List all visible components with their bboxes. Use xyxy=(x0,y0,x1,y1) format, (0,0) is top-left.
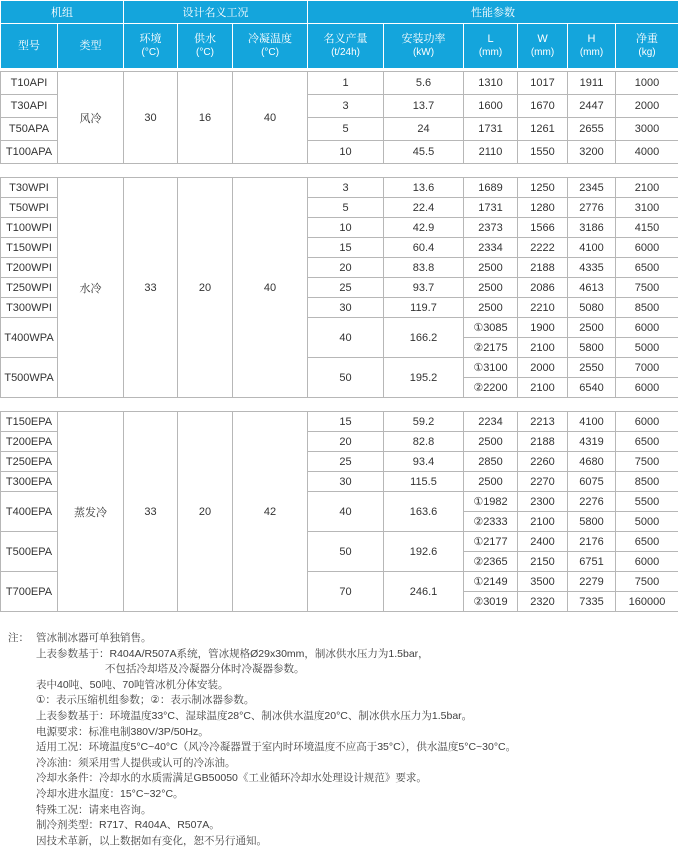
column-unit: (°C) xyxy=(196,47,214,58)
column-label: 名义产量 xyxy=(323,33,368,45)
power-cell: 93.4 xyxy=(384,452,464,472)
capacity-cell: 30 xyxy=(308,298,384,318)
type-cell: 风冷 xyxy=(58,72,124,164)
model-cell: T400WPA xyxy=(1,318,58,358)
length-cell: 1689 xyxy=(464,178,518,198)
width-cell: 2270 xyxy=(518,472,568,492)
power-cell: 93.7 xyxy=(384,278,464,298)
column-unit: (°C) xyxy=(141,47,160,58)
net-weight-cell: 5000 xyxy=(616,338,678,358)
header-group-row xyxy=(1,1,678,24)
model-cell: T50APA xyxy=(1,118,58,141)
power-cell: 115.5 xyxy=(384,472,464,492)
power-cell: 163.6 xyxy=(384,492,464,532)
height-cell: 4680 xyxy=(568,452,616,472)
note-line: 管冰制冰器可单独销售。 xyxy=(36,632,152,644)
capacity-cell: 1 xyxy=(308,72,384,95)
height-cell: 4100 xyxy=(568,412,616,432)
column-header-10 xyxy=(616,24,678,69)
note-line: 表中40吨、50吨、70吨管冰机分体安装。 xyxy=(36,678,229,691)
height-cell: 4319 xyxy=(568,432,616,452)
width-cell: 2188 xyxy=(518,258,568,278)
net-weight-cell: 6500 xyxy=(616,258,678,278)
height-cell: 6540 xyxy=(568,378,616,398)
model-cell: T30API xyxy=(1,95,58,118)
width-cell: 2100 xyxy=(518,338,568,358)
note-line: 制冷剂类型：R717、R404A、R507A。 xyxy=(36,819,220,832)
height-cell: 2776 xyxy=(568,198,616,218)
model-cell: T10API xyxy=(1,72,58,95)
height-cell: 4100 xyxy=(568,238,616,258)
length-cell: 2500 xyxy=(464,258,518,278)
note-line: ①：表示压缩机组参数；②：表示制冰器参数。 xyxy=(36,694,255,707)
width-cell: 2100 xyxy=(518,512,568,532)
note-line: 冷却水条件：冷却水的水质需满足GB50050《工业循环冷却水处理设计规范》要求。 xyxy=(36,772,427,785)
width-cell: 2000 xyxy=(518,358,568,378)
table-row xyxy=(1,72,678,95)
model-cell: T100WPI xyxy=(1,218,58,238)
column-unit: (mm) xyxy=(478,47,503,58)
length-cell: 2500 xyxy=(464,432,518,452)
ambient-cell: 30 xyxy=(124,72,178,164)
net-weight-cell: 160000 xyxy=(616,592,678,612)
length-cell: ②3019 xyxy=(464,592,518,612)
capacity-cell: 10 xyxy=(308,218,384,238)
model-cell: T200WPI xyxy=(1,258,58,278)
capacity-cell: 3 xyxy=(308,178,384,198)
height-cell: 2500 xyxy=(568,318,616,338)
capacity-cell: 15 xyxy=(308,238,384,258)
supply-water-cell: 20 xyxy=(178,178,233,398)
notes-label: 注： xyxy=(8,632,29,644)
column-header-7 xyxy=(464,24,518,69)
spec-block-water-cooled xyxy=(0,177,678,398)
power-cell: 82.8 xyxy=(384,432,464,452)
power-cell: 192.6 xyxy=(384,532,464,572)
capacity-cell: 50 xyxy=(308,532,384,572)
height-cell: 2655 xyxy=(568,118,616,141)
width-cell: 1670 xyxy=(518,95,568,118)
model-cell: T300EPA xyxy=(1,472,58,492)
power-cell: 13.7 xyxy=(384,95,464,118)
height-cell: 4335 xyxy=(568,258,616,278)
length-cell: 1310 xyxy=(464,72,518,95)
net-weight-cell: 3100 xyxy=(616,198,678,218)
model-cell: T700EPA xyxy=(1,572,58,612)
net-weight-cell: 4150 xyxy=(616,218,678,238)
length-cell: 1731 xyxy=(464,118,518,141)
width-cell: 1250 xyxy=(518,178,568,198)
net-weight-cell: 7500 xyxy=(616,278,678,298)
model-cell: T200EPA xyxy=(1,432,58,452)
length-cell: 1600 xyxy=(464,95,518,118)
supply-water-cell: 20 xyxy=(178,412,233,612)
height-cell: 6751 xyxy=(568,552,616,572)
length-cell: ①1982 xyxy=(464,492,518,512)
model-cell: T50WPI xyxy=(1,198,58,218)
width-cell: 2188 xyxy=(518,432,568,452)
header-column-row xyxy=(1,24,678,69)
power-cell: 83.8 xyxy=(384,258,464,278)
height-cell: 2550 xyxy=(568,358,616,378)
length-cell: ②2200 xyxy=(464,378,518,398)
capacity-cell: 5 xyxy=(308,118,384,141)
power-cell: 195.2 xyxy=(384,358,464,398)
column-unit: (°C) xyxy=(261,47,279,58)
net-weight-cell: 7500 xyxy=(616,572,678,592)
width-cell: 2300 xyxy=(518,492,568,512)
height-cell: 2447 xyxy=(568,95,616,118)
power-cell: 45.5 xyxy=(384,141,464,164)
power-cell: 22.4 xyxy=(384,198,464,218)
model-cell: T500EPA xyxy=(1,532,58,572)
net-weight-cell: 6000 xyxy=(616,238,678,258)
height-cell: 1911 xyxy=(568,72,616,95)
width-cell: 2222 xyxy=(518,238,568,258)
model-cell: T400EPA xyxy=(1,492,58,532)
height-cell: 4613 xyxy=(568,278,616,298)
net-weight-cell: 6000 xyxy=(616,318,678,338)
width-cell: 2400 xyxy=(518,532,568,552)
net-weight-cell: 4000 xyxy=(616,141,678,164)
net-weight-cell: 5000 xyxy=(616,512,678,532)
width-cell: 2086 xyxy=(518,278,568,298)
column-header-5 xyxy=(308,24,384,69)
capacity-cell: 20 xyxy=(308,432,384,452)
spec-block-air-cooled xyxy=(0,71,678,164)
column-label: 供水 xyxy=(194,33,216,45)
group-header-0: 机组 xyxy=(1,1,124,24)
net-weight-cell: 8500 xyxy=(616,472,678,492)
ambient-cell: 33 xyxy=(124,412,178,612)
column-header-1 xyxy=(58,24,124,69)
power-cell: 246.1 xyxy=(384,572,464,612)
capacity-cell: 3 xyxy=(308,95,384,118)
length-cell: 2500 xyxy=(464,298,518,318)
type-cell: 水冷 xyxy=(58,178,124,398)
note-line: 上表参数基于：R404A/R507A系统，管冰规格Ø29x30mm，制冰供水压力为1.5bar， xyxy=(36,647,429,660)
length-cell: ①3085 xyxy=(464,318,518,338)
length-cell: ②2333 xyxy=(464,512,518,532)
note-line: 因技术革新，以上数据如有变化，恕不另行通知。 xyxy=(36,834,267,847)
width-cell: 1566 xyxy=(518,218,568,238)
column-unit: (mm) xyxy=(579,47,604,58)
width-cell: 3500 xyxy=(518,572,568,592)
net-weight-cell: 6500 xyxy=(616,532,678,552)
table-row xyxy=(1,178,678,198)
height-cell: 2279 xyxy=(568,572,616,592)
net-weight-cell: 7000 xyxy=(616,358,678,378)
height-cell: 5800 xyxy=(568,338,616,358)
model-cell: T100APA xyxy=(1,141,58,164)
column-header-9 xyxy=(568,24,616,69)
height-cell: 5080 xyxy=(568,298,616,318)
group-header-2: 性能参数 xyxy=(308,1,678,24)
length-cell: 2234 xyxy=(464,412,518,432)
width-cell: 1900 xyxy=(518,318,568,338)
width-cell: 2320 xyxy=(518,592,568,612)
length-cell: 2850 xyxy=(464,452,518,472)
net-weight-cell: 2000 xyxy=(616,95,678,118)
height-cell: 7335 xyxy=(568,592,616,612)
column-label: 型号 xyxy=(18,40,40,52)
width-cell: 2260 xyxy=(518,452,568,472)
model-cell: T150EPA xyxy=(1,412,58,432)
length-cell: ②2365 xyxy=(464,552,518,572)
column-header-3 xyxy=(178,24,233,69)
capacity-cell: 5 xyxy=(308,198,384,218)
net-weight-cell: 6000 xyxy=(616,412,678,432)
spec-block-evaporative-cooled xyxy=(0,411,678,612)
cond-temp-cell: 42 xyxy=(233,412,308,612)
length-cell: ①2177 xyxy=(464,532,518,552)
capacity-cell: 25 xyxy=(308,278,384,298)
power-cell: 119.7 xyxy=(384,298,464,318)
net-weight-cell: 8500 xyxy=(616,298,678,318)
ambient-cell: 33 xyxy=(124,178,178,398)
column-label: H xyxy=(587,33,596,45)
column-label: 环境 xyxy=(139,33,162,45)
capacity-cell: 40 xyxy=(308,492,384,532)
column-header-8 xyxy=(518,24,568,69)
net-weight-cell: 6000 xyxy=(616,552,678,572)
cond-temp-cell: 40 xyxy=(233,178,308,398)
power-cell: 42.9 xyxy=(384,218,464,238)
power-cell: 166.2 xyxy=(384,318,464,358)
capacity-cell: 15 xyxy=(308,412,384,432)
length-cell: ①3100 xyxy=(464,358,518,378)
width-cell: 1017 xyxy=(518,72,568,95)
note-line: 适用工况：环境温度5°C~40°C（风冷冷凝器置于室内时环境温度不应高于35°C），供水温度5°C~30°C。 xyxy=(36,741,517,754)
net-weight-cell: 6000 xyxy=(616,378,678,398)
net-weight-cell: 1000 xyxy=(616,72,678,95)
column-unit: (kg) xyxy=(638,47,656,58)
capacity-cell: 20 xyxy=(308,258,384,278)
net-weight-cell: 2100 xyxy=(616,178,678,198)
width-cell: 2213 xyxy=(518,412,568,432)
model-cell: T30WPI xyxy=(1,178,58,198)
notes-section xyxy=(0,631,678,849)
column-header-6 xyxy=(384,24,464,69)
supply-water-cell: 16 xyxy=(178,72,233,164)
power-cell: 13.6 xyxy=(384,178,464,198)
column-label: L xyxy=(487,33,494,45)
capacity-cell: 40 xyxy=(308,318,384,358)
length-cell: 1731 xyxy=(464,198,518,218)
length-cell: ①2149 xyxy=(464,572,518,592)
model-cell: T250EPA xyxy=(1,452,58,472)
width-cell: 1550 xyxy=(518,141,568,164)
height-cell: 3200 xyxy=(568,141,616,164)
length-cell: 2334 xyxy=(464,238,518,258)
net-weight-cell: 3000 xyxy=(616,118,678,141)
cond-temp-cell: 40 xyxy=(233,72,308,164)
height-cell: 3186 xyxy=(568,218,616,238)
capacity-cell: 10 xyxy=(308,141,384,164)
table-head xyxy=(1,1,678,69)
type-cell: 蒸发冷 xyxy=(58,412,124,612)
spec-table-header xyxy=(0,0,678,69)
capacity-cell: 30 xyxy=(308,472,384,492)
width-cell: 2100 xyxy=(518,378,568,398)
power-cell: 60.4 xyxy=(384,238,464,258)
column-label: 净重 xyxy=(636,33,659,45)
capacity-cell: 70 xyxy=(308,572,384,612)
model-cell: T300WPI xyxy=(1,298,58,318)
model-cell: T250WPI xyxy=(1,278,58,298)
width-cell: 1280 xyxy=(518,198,568,218)
power-cell: 24 xyxy=(384,118,464,141)
height-cell: 6075 xyxy=(568,472,616,492)
height-cell: 2276 xyxy=(568,492,616,512)
width-cell: 2150 xyxy=(518,552,568,572)
net-weight-cell: 5500 xyxy=(616,492,678,512)
model-cell: T500WPA xyxy=(1,358,58,398)
column-label: W xyxy=(537,33,548,45)
length-cell: 2500 xyxy=(464,472,518,492)
power-cell: 59.2 xyxy=(384,412,464,432)
model-cell: T150WPI xyxy=(1,238,58,258)
length-cell: 2373 xyxy=(464,218,518,238)
width-cell: 2210 xyxy=(518,298,568,318)
capacity-cell: 50 xyxy=(308,358,384,398)
column-unit: (t/24h) xyxy=(331,47,360,58)
column-header-4 xyxy=(233,24,308,69)
height-cell: 2345 xyxy=(568,178,616,198)
table-row xyxy=(1,412,678,432)
net-weight-cell: 7500 xyxy=(616,452,678,472)
power-cell: 5.6 xyxy=(384,72,464,95)
length-cell: ②2175 xyxy=(464,338,518,358)
column-unit: (kW) xyxy=(412,47,435,58)
capacity-cell: 25 xyxy=(308,452,384,472)
height-cell: 5800 xyxy=(568,512,616,532)
width-cell: 1261 xyxy=(518,118,568,141)
group-header-1: 设计名义工况 xyxy=(124,1,308,24)
column-unit: (mm) xyxy=(530,47,555,58)
note-line: 不包括冷却塔及冷凝器分体时冷凝器参数。 xyxy=(105,663,305,676)
column-label: 类型 xyxy=(79,40,102,52)
note-line: 特殊工况：请来电咨询。 xyxy=(36,803,152,816)
note-line: 电源要求：标准电制380V/3P/50Hz。 xyxy=(36,725,209,738)
length-cell: 2110 xyxy=(464,141,518,164)
column-header-0 xyxy=(1,24,58,69)
height-cell: 2176 xyxy=(568,532,616,552)
note-line: 冷却水进水温度：15°C~32°C。 xyxy=(36,787,184,800)
note-line: 上表参数基于：环境温度33°C、湿球温度28°C、制冰供水温度20°C、制冰供水压力为1.5bar。 xyxy=(36,709,473,722)
length-cell: 2500 xyxy=(464,278,518,298)
column-header-2 xyxy=(124,24,178,69)
column-label: 安装功率 xyxy=(401,33,446,45)
net-weight-cell: 6500 xyxy=(616,432,678,452)
column-label: 冷凝温度 xyxy=(248,33,292,45)
note-line: 冷冻油：须采用雪人提供或认可的冷冻油。 xyxy=(36,756,236,769)
